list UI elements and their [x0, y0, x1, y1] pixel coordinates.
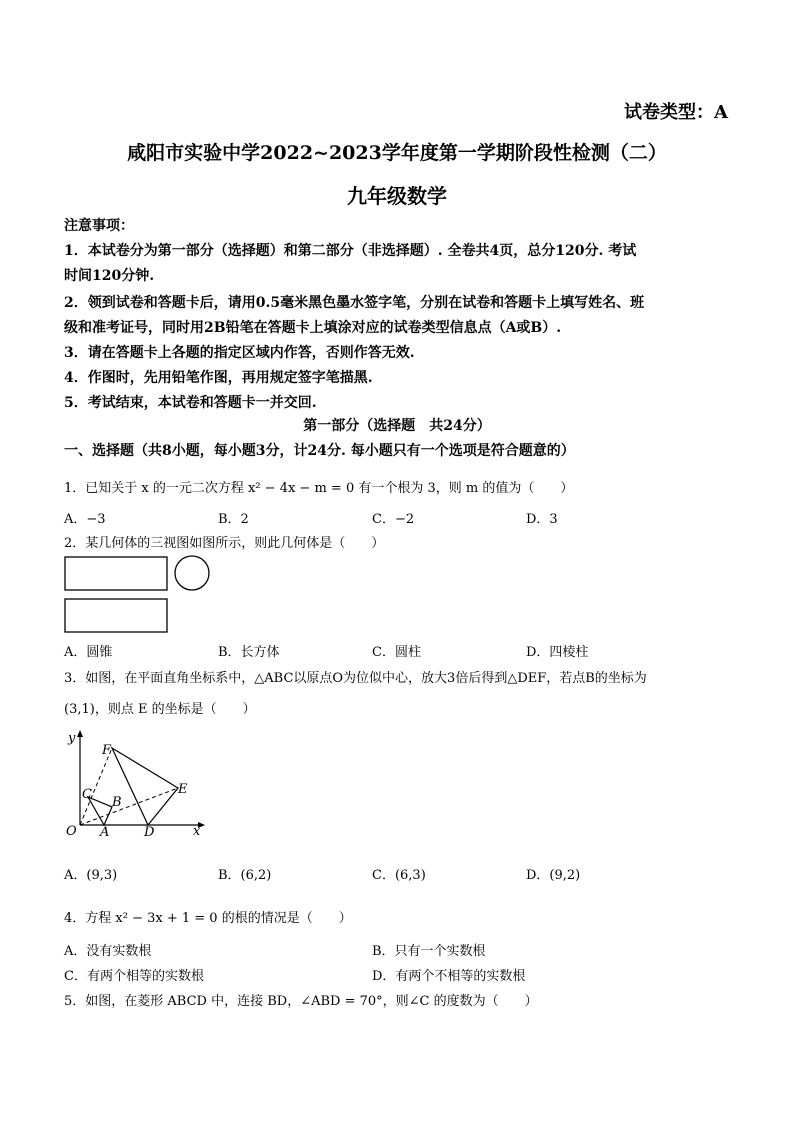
question-3-line2: (3,1)，则点 E 的坐标是（ ）: [64, 702, 256, 717]
q4-option-b[interactable]: B．只有一个实数根: [372, 944, 486, 959]
label-b: B: [112, 795, 122, 810]
notice-item: 2．领到试卷和答题卡后，请用0.5毫米黑色墨水签字笔，分别在试卷和答题卡上填写姓名、班: [64, 295, 645, 311]
q1-option-d[interactable]: D．3: [526, 512, 558, 527]
q3-option-a[interactable]: A．(9,3): [64, 868, 118, 883]
label-a: A: [100, 825, 110, 840]
front-view-rectangle: [65, 557, 167, 590]
q4-option-d[interactable]: D．有两个不相等的实数根: [372, 969, 526, 984]
q1-option-b[interactable]: B．2: [218, 512, 249, 527]
q1-option-a[interactable]: A．−3: [64, 512, 106, 527]
label-f: F: [102, 743, 112, 758]
similarity-figure: [60, 725, 210, 840]
label-e: E: [178, 782, 188, 797]
label-d: D: [144, 825, 155, 840]
q2-option-c[interactable]: C．圆柱: [372, 645, 421, 660]
question-2-text: 2．某几何体的三视图如图所示，则此几何体是（ ）: [64, 536, 385, 551]
label-c: C: [82, 787, 92, 802]
q2-option-a[interactable]: A．圆锥: [64, 645, 113, 660]
q3-option-c[interactable]: C．(6,3): [372, 868, 426, 883]
question-3-line1: 3．如图，在平面直角坐标系中，△ABC以原点O为位似中心，放大3倍后得到△DEF，若点B的坐标为: [64, 671, 647, 686]
q4-option-a[interactable]: A．没有实数根: [64, 944, 152, 959]
notice-heading: 注意事项：: [64, 218, 134, 234]
triangle-def: [112, 748, 178, 825]
q1-option-c[interactable]: C．−2: [372, 512, 415, 527]
notice-item: 1．本试卷分为第一部分（选择题）和第二部分（非选择题）. 全卷共4页，总分120分. 考试: [64, 243, 637, 259]
section-title: 一、选择题（共8小题，每小题3分，计24分. 每小题只有一个选项是符合题意的）: [64, 443, 575, 459]
question-4-text: 4．方程 x² − 3x + 1 = 0 的根的情况是（ ）: [64, 911, 352, 926]
q4-option-c[interactable]: C．有两个相等的实数根: [64, 969, 204, 984]
y-axis-arrow: [77, 730, 83, 737]
label-o: O: [66, 824, 77, 839]
notice-item: 4．作图时，先用铅笔作图，再用规定签字笔描黑.: [64, 370, 373, 386]
q3-option-d[interactable]: D．(9,2): [526, 868, 581, 883]
notice-item: 级和准考证号，同时用2B铅笔在答题卡上填涂对应的试卷类型信息点（A或B）.: [64, 320, 562, 336]
question-1-text: 1．已知关于 x 的一元二次方程 x² − 4x − m = 0 有一个根为 3，则 m 的值为（ ）: [64, 481, 574, 496]
exam-title: 咸阳市实验中学2022~2023学年度第一学期阶段性检测（二）: [127, 142, 667, 164]
label-y: y: [68, 731, 76, 746]
side-view-circle: [175, 556, 209, 590]
top-view-rectangle: [65, 599, 167, 632]
q2-option-b[interactable]: B．长方体: [218, 645, 280, 660]
three-view-figure: [60, 552, 220, 638]
q2-option-d[interactable]: D．四棱柱: [526, 645, 589, 660]
part1-title: 第一部分（选择题 共24分）: [303, 418, 491, 434]
notice-item: 时间120分钟.: [64, 268, 155, 284]
exam-subject: 九年级数学: [347, 184, 447, 208]
paper-type: 试卷类型：A: [624, 102, 728, 123]
q3-option-b[interactable]: B．(6,2): [218, 868, 272, 883]
notice-item: 5．考试结束，本试卷和答题卡一并交回.: [64, 395, 317, 411]
label-x: x: [193, 824, 201, 839]
notice-item: 3．请在答题卡上各题的指定区域内作答，否则作答无效.: [64, 345, 415, 361]
question-5-text: 5．如图，在菱形 ABCD 中，连接 BD，∠ABD = 70°，则∠C 的度数为（ ）: [64, 994, 538, 1009]
